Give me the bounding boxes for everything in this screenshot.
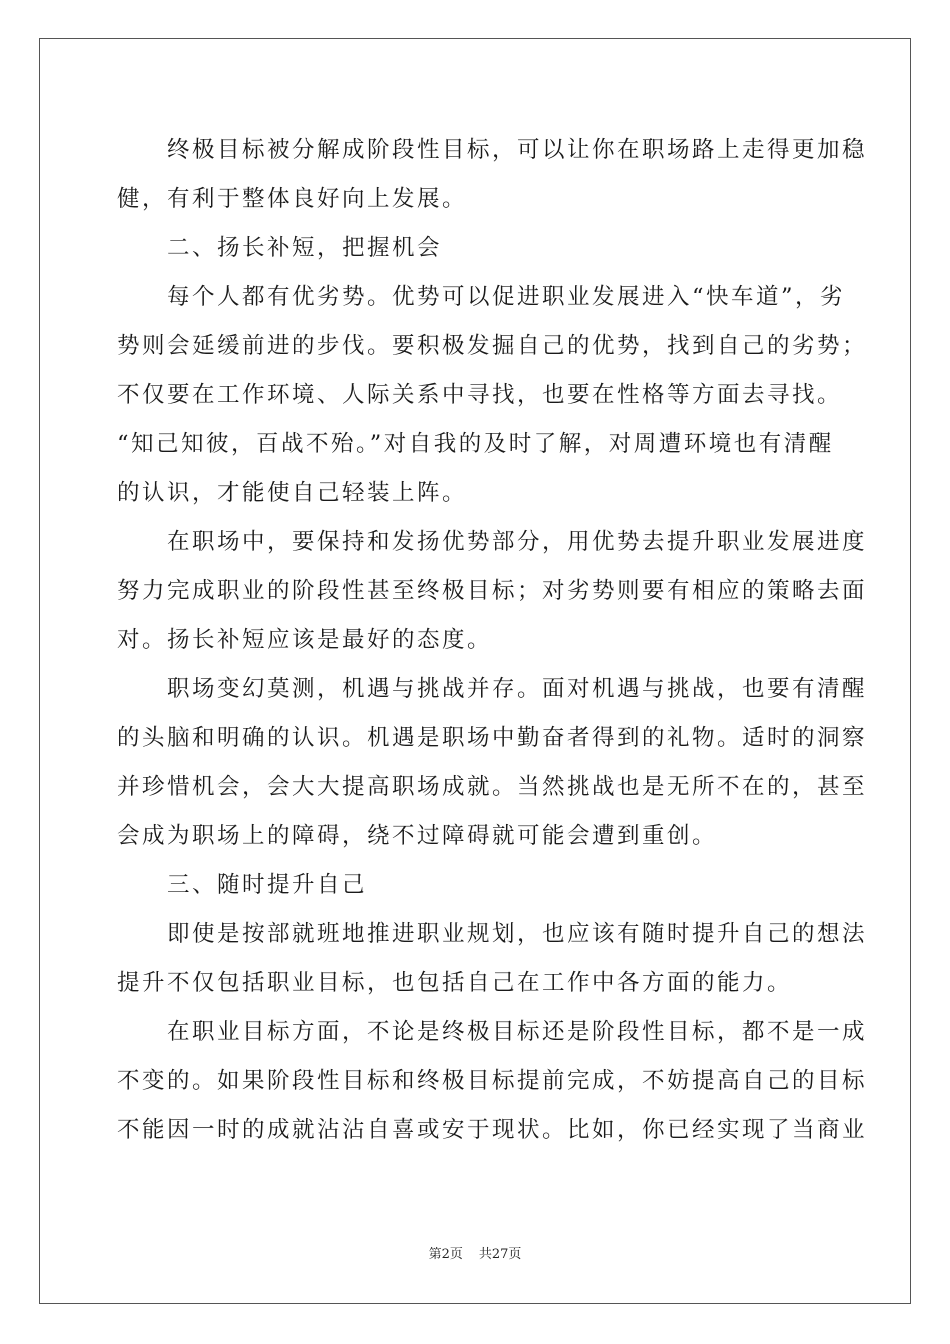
paragraph-line: 势则会延缓前进的步伐。要积极发掘自己的优势，找到自己的劣势；: [117, 333, 868, 359]
section-heading: 三、随时提升自己: [167, 872, 368, 898]
paragraph-line: 不变的。如果阶段性目标和终极目标提前完成，不妨提高自己的目标: [117, 1068, 868, 1094]
paragraph-line: 提升不仅包括职业目标，也包括自己在工作中各方面的能力。: [117, 970, 793, 996]
paragraph-line: “知己知彼，百战不殆。”对自我的及时了解，对周遭环境也有清醒: [117, 431, 834, 457]
paragraph-line: 在职场中，要保持和发扬优势部分，用优势去提升职业发展进度: [167, 529, 868, 555]
paragraph-line: 在职业目标方面，不论是终极目标还是阶段性目标，都不是一成: [167, 1019, 868, 1045]
page-number: 第2页: [428, 1247, 463, 1262]
section-heading: 二、扬长补短，把握机会: [167, 235, 443, 261]
paragraph-line: 每个人都有优劣势。优势可以促进职业发展进入“快车道”，劣: [167, 284, 846, 310]
document-body: [117, 126, 868, 1155]
paragraph-line: 努力完成职业的阶段性甚至终极目标；对劣势则要有相应的策略去面: [117, 578, 868, 604]
paragraph-line: 不仅要在工作环境、人际关系中寻找，也要在性格等方面去寻找。: [117, 382, 843, 408]
paragraph-line: 即使是按部就班地推进职业规划，也应该有随时提升自己的想法: [167, 921, 868, 947]
paragraph-line: 职场变幻莫测，机遇与挑战并存。面对机遇与挑战，也要有清醒: [167, 676, 868, 702]
paragraph-line: 并珍惜机会，会大大提高职场成就。当然挑战也是无所不在的，甚至: [117, 774, 868, 800]
paragraph-line: 对。扬长补短应该是最好的态度。: [117, 627, 493, 653]
paragraph-line: 终极目标被分解成阶段性目标，可以让你在职场路上走得更加稳: [167, 137, 868, 163]
total-pages: 共27页: [478, 1247, 522, 1262]
paragraph-line: 不能因一时的成就沾沾自喜或安于现状。比如，你已经实现了当商业: [117, 1117, 868, 1143]
paragraph-line: 的头脑和明确的认识。机遇是职场中勤奋者得到的礼物。适时的洞察: [117, 725, 868, 751]
paragraph-line: 会成为职场上的障碍，绕不过障碍就可能会遭到重创。: [117, 823, 718, 849]
page-footer: [0, 1246, 950, 1264]
paragraph-line: 的认识，才能使自己轻装上阵。: [117, 480, 468, 506]
paragraph-line: 健，有利于整体良好向上发展。: [117, 186, 468, 212]
